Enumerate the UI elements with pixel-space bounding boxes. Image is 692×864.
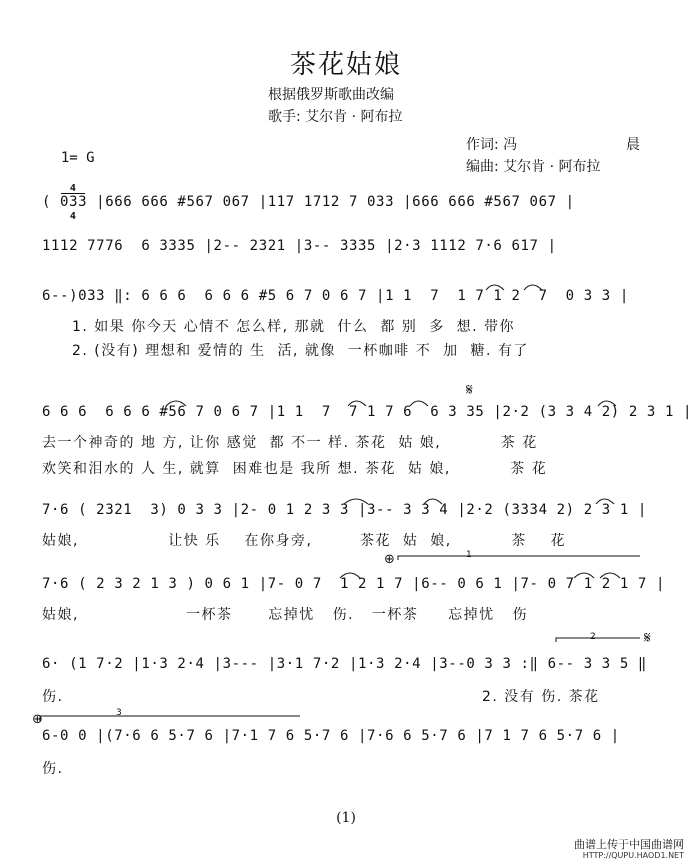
- segno-mark-2: 𝄋: [644, 628, 651, 647]
- lyricist-name: 晨: [626, 137, 640, 153]
- score-row-6: 7·6 ( 2 3 2 1 3 ) 0 6 1 |7- 0 7 1 2 1 7 |6-- 0 6 1 |7- 0 7 1 2 1 7 |: [42, 576, 665, 592]
- slur-4: [348, 401, 366, 406]
- lyric-verse2-a: 2. (没有) 理想和 爱情的 生 活, 就像 一杯咖啡 不 加 糖. 有了: [72, 343, 529, 359]
- lyric-line-7a: 伤.: [42, 689, 64, 705]
- segno-mark-1: 𝄋: [466, 380, 473, 399]
- singer-credit: 歌手: 艾尔肯 · 阿布拉: [268, 109, 403, 125]
- score-row-5: 7·6 ( 2321 3) 0 3 3 |2- 0 1 2 3 3 |3-- 3 3 4 |2·2 (3334 2) 2 3 1 |: [42, 502, 647, 518]
- time-sig-top: 4: [61, 184, 85, 194]
- slur-11: [600, 573, 620, 578]
- lyric-line-8: 伤.: [42, 761, 64, 777]
- coda-mark-2: ⊕: [32, 712, 43, 727]
- score-row-4: 6 6 6 6 6 6 #56 7 0 6 7 |1 1 7 7 1 7 6 6 3 35 |2·2 (3 3 4 2) 2 3 1 |: [42, 404, 692, 420]
- lyricist-label: 作词: 冯: [466, 137, 518, 153]
- score-row-3: 6--)033 ‖: 6 6 6 6 6 6 #5 6 7 0 6 7 |1 1 7 1 7 1 2 7 0 3 3 |: [42, 288, 629, 304]
- volta-3-label: 3: [116, 708, 122, 718]
- volta-1-label: 1: [466, 550, 472, 560]
- slur-6: [598, 401, 616, 406]
- lyric-verse1-a: 1. 如果 你今天 心情不 怎么样, 那就 什么 都 别 多 想. 带你: [72, 319, 516, 335]
- song-title: 茶花姑娘: [289, 50, 402, 80]
- volta-bracket-3: [40, 716, 300, 722]
- volta-bracket-2: [556, 638, 640, 642]
- key-label: 1= G: [60, 150, 95, 166]
- slur-10: [340, 573, 360, 578]
- slur-1: [486, 285, 504, 290]
- site-url: HTTP://QUPU.HAOD1.NET: [582, 851, 684, 860]
- slur-5: [410, 401, 428, 406]
- lyric-line-5: 姑娘, 让快 乐 在你身旁, 茶花 姑 娘, 茶 花: [42, 533, 567, 549]
- lyric-line-7b: 2. 没有 伤. 茶花: [482, 689, 600, 705]
- slur-3: [166, 401, 186, 406]
- page-number: (1): [336, 810, 356, 826]
- slur-2: [524, 285, 542, 290]
- lyric-verse1-b: 去一个神奇的 地 方, 让你 感觉 都 不一 样. 茶花 姑 娘, 茶 花: [42, 435, 538, 451]
- slur-12: [574, 573, 594, 578]
- lyric-line-6: 姑娘, 一杯茶 忘掉忧 伤. 一杯茶 忘掉忧 伤: [42, 607, 529, 623]
- score-row-7: 6· (1 7·2 |1·3 2·4 |3--- |3·1 7·2 |1·3 2·4 |3--0 3 3 :‖ 6-- 3 3 5 ‖: [42, 656, 647, 672]
- score-row-8: 6-0 0 |(7·6 6 5·7 6 |7·1 7 6 5·7 6 |7·6 6 5·7 6 |7 1 7 6 5·7 6 |: [42, 728, 620, 744]
- slur-7: [344, 499, 368, 504]
- score-row-1: ( 033 |666 666 #567 067 |117 1712 7 033 |666 666 #567 067 |: [42, 194, 575, 210]
- coda-mark-1: ⊕: [384, 552, 395, 567]
- time-sig-bottom: 4: [69, 211, 76, 222]
- slur-8: [424, 499, 442, 504]
- score-row-2: 1112 7776 6 3335 |2-- 2321 |3-- 3335 |2·3 1112 7·6 617 |: [42, 238, 557, 254]
- volta-2-label: 2: [590, 632, 596, 642]
- volta-bracket-1: [398, 556, 640, 560]
- site-credit: 曲谱上传于中国曲谱网: [574, 838, 684, 851]
- slur-9: [596, 499, 614, 504]
- song-subtitle: 根据俄罗斯歌曲改编: [268, 87, 394, 103]
- lyric-verse2-b: 欢笑和泪水的 人 生, 就算 困难也是 我所 想. 茶花 姑 娘, 茶 花: [42, 461, 548, 477]
- arranger-credit: 编曲: 艾尔肯 · 阿布拉: [466, 159, 601, 175]
